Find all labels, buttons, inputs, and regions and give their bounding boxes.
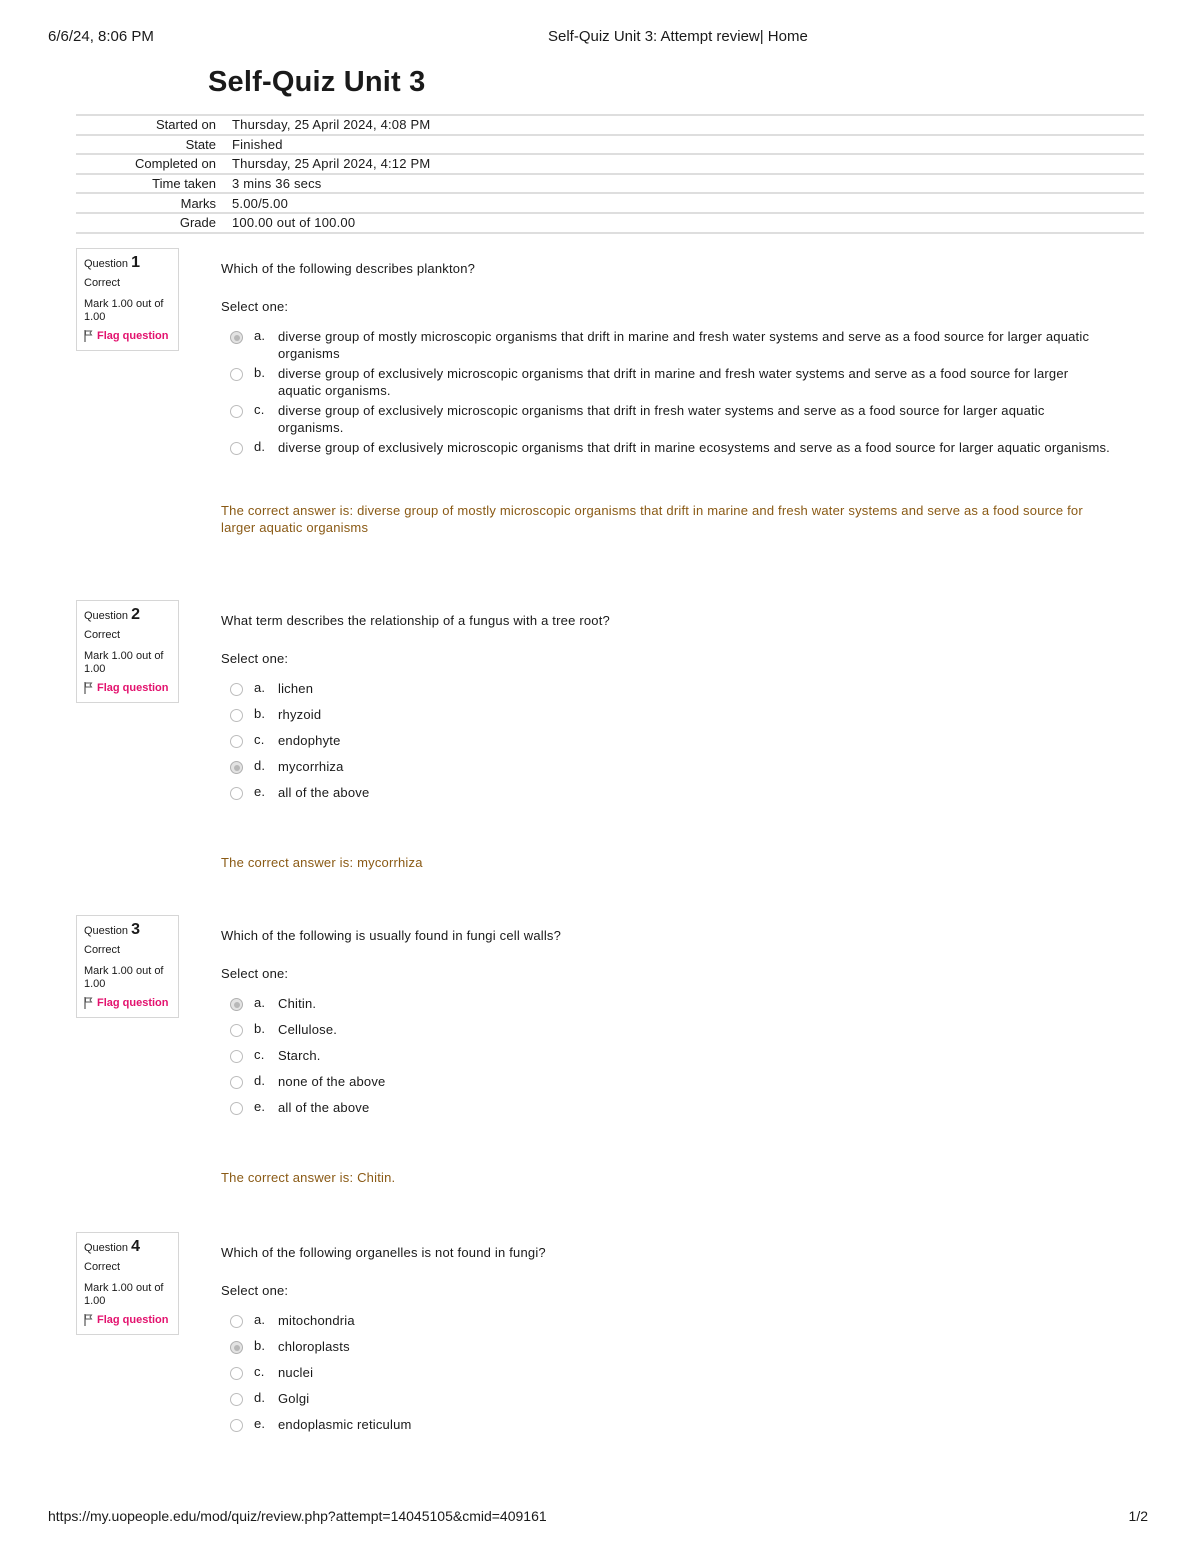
- summary-label: Time taken: [76, 174, 232, 194]
- answer-letter: a.: [254, 328, 266, 343]
- answer-text: chloroplasts: [278, 1339, 350, 1354]
- answer-text: endophyte: [278, 733, 341, 748]
- answer-radio[interactable]: [230, 1024, 243, 1037]
- summary-value: Thursday, 25 April 2024, 4:12 PM: [232, 154, 1144, 174]
- answer-option-d[interactable]: [221, 1073, 1111, 1090]
- summary-label: Completed on: [76, 154, 232, 174]
- print-footer: [0, 1508, 1200, 1528]
- question-state: Correct: [84, 1261, 121, 1273]
- answer-text: diverse group of exclusively microscopic organisms that drift in fresh water systems and serve as a food source for larger aquatic organisms.: [278, 403, 1045, 435]
- answer-option-a[interactable]: [221, 328, 1111, 362]
- summary-value: 3 mins 36 secs: [232, 174, 1144, 194]
- answer-letter: b.: [254, 1338, 266, 1353]
- flag-question-link[interactable]: [84, 1314, 171, 1327]
- summary-label: Started on: [76, 115, 232, 135]
- answer-text: Golgi: [278, 1391, 310, 1406]
- answer-radio-selected[interactable]: [230, 331, 243, 344]
- answer-radio[interactable]: [230, 683, 243, 696]
- answer-option-b[interactable]: [221, 706, 1111, 723]
- answer-text: diverse group of exclusively microscopic organisms that drift in marine and fresh water systems and serve as a food source for larger aquatic organisms.: [278, 366, 1069, 398]
- summary-row-completed: [76, 154, 1144, 174]
- summary-label: State: [76, 135, 232, 155]
- answer-text: all of the above: [278, 1100, 370, 1115]
- answer-option-e[interactable]: [221, 1099, 1111, 1116]
- answer-text: lichen: [278, 681, 314, 696]
- answer-option-a[interactable]: [221, 995, 1111, 1012]
- flag-question-label: Flag question: [97, 1314, 169, 1326]
- answer-letter: e.: [254, 784, 266, 799]
- answer-letter: d.: [254, 1073, 266, 1088]
- answer-list: [221, 328, 1111, 456]
- question-state: Correct: [84, 629, 121, 641]
- print-header: [0, 28, 1200, 48]
- question-content: [221, 928, 1111, 1186]
- answer-radio[interactable]: [230, 1315, 243, 1328]
- answer-option-a[interactable]: [221, 680, 1111, 697]
- flag-icon: [84, 682, 94, 694]
- correct-answer-feedback: The correct answer is: mycorrhiza: [221, 855, 423, 870]
- answer-option-e[interactable]: [221, 784, 1111, 801]
- correct-answer-feedback: The correct answer is: diverse group of mostly microscopic organisms that drift in marine and fresh water systems and serve as a food source for larger aquatic organisms: [221, 503, 1083, 535]
- question-label: Question: [84, 925, 129, 937]
- answer-radio[interactable]: [230, 1367, 243, 1380]
- flag-question-link[interactable]: [84, 997, 171, 1010]
- answer-radio[interactable]: [230, 787, 243, 800]
- answer-option-d[interactable]: [221, 758, 1111, 775]
- answer-radio[interactable]: [230, 1419, 243, 1432]
- answer-radio[interactable]: [230, 405, 243, 418]
- answer-text: mycorrhiza: [278, 759, 344, 774]
- answer-letter: a.: [254, 995, 266, 1010]
- question-text: Which of the following organelles is not found in fungi?: [221, 1245, 546, 1260]
- answer-list: [221, 1312, 1111, 1433]
- answer-letter: d.: [254, 439, 266, 454]
- question-text: Which of the following is usually found in fungi cell walls?: [221, 928, 562, 943]
- question-content: [221, 1245, 1111, 1433]
- question-info-box: [76, 1232, 179, 1335]
- quiz-title: Self-Quiz Unit 3: [208, 66, 426, 98]
- answer-radio[interactable]: [230, 709, 243, 722]
- answer-option-a[interactable]: [221, 1312, 1111, 1329]
- print-page-title: Self-Quiz Unit 3: Attempt review| Home: [548, 28, 808, 45]
- answer-text: Chitin.: [278, 996, 317, 1011]
- flag-icon: [84, 997, 94, 1009]
- question-number-line: [84, 256, 171, 271]
- question-number: 4: [131, 1238, 140, 1255]
- answer-text: none of the above: [278, 1074, 386, 1089]
- question-text: Which of the following describes plankton?: [221, 261, 476, 276]
- summary-label: Marks: [76, 193, 232, 213]
- answer-letter: c.: [254, 732, 265, 747]
- flag-icon: [84, 1314, 94, 1326]
- question-number-line: [84, 608, 171, 623]
- answer-option-d[interactable]: [221, 1390, 1111, 1407]
- answer-option-e[interactable]: [221, 1416, 1111, 1433]
- answer-option-d[interactable]: [221, 439, 1111, 456]
- question-number-line: [84, 1240, 171, 1255]
- flag-icon: [84, 330, 94, 342]
- select-one-prompt: Select one:: [221, 651, 289, 666]
- answer-radio[interactable]: [230, 368, 243, 381]
- answer-text: endoplasmic reticulum: [278, 1417, 412, 1432]
- question-content: [221, 261, 1111, 536]
- answer-list: [221, 680, 1111, 801]
- answer-text: rhyzoid: [278, 707, 322, 722]
- select-one-prompt: Select one:: [221, 1283, 289, 1298]
- answer-radio[interactable]: [230, 735, 243, 748]
- answer-text: Cellulose.: [278, 1022, 338, 1037]
- answer-letter: e.: [254, 1099, 266, 1114]
- question-info-box: [76, 248, 179, 351]
- summary-row-started: [76, 115, 1144, 135]
- summary-label: Grade: [76, 213, 232, 233]
- question-content: [221, 613, 1111, 871]
- answer-option-c[interactable]: [221, 1364, 1111, 1381]
- answer-radio-selected[interactable]: [230, 1341, 243, 1354]
- answer-list: [221, 995, 1111, 1116]
- answer-letter: b.: [254, 1021, 266, 1036]
- answer-letter: c.: [254, 402, 265, 417]
- correct-answer-feedback: The correct answer is: Chitin.: [221, 1170, 396, 1185]
- flag-question-label: Flag question: [97, 997, 169, 1009]
- attempt-summary-table: [76, 114, 1144, 234]
- question-mark: Mark 1.00 out of 1.00: [84, 650, 164, 675]
- answer-radio[interactable]: [230, 1076, 243, 1089]
- flag-question-label: Flag question: [97, 330, 169, 342]
- answer-text: mitochondria: [278, 1313, 355, 1328]
- answer-letter: b.: [254, 365, 266, 380]
- answer-text: diverse group of exclusively microscopic organisms that drift in marine ecosystems and serve as a food source for larger aquatic organisms.: [278, 440, 1110, 455]
- answer-radio[interactable]: [230, 1050, 243, 1063]
- answer-letter: e.: [254, 1416, 266, 1431]
- question-number-line: [84, 923, 171, 938]
- answer-letter: c.: [254, 1364, 265, 1379]
- question-label: Question: [84, 610, 129, 622]
- summary-value: Finished: [232, 135, 1144, 155]
- summary-row-time-taken: [76, 174, 1144, 194]
- question-number: 2: [131, 606, 140, 623]
- summary-value: Thursday, 25 April 2024, 4:08 PM: [232, 115, 1144, 135]
- answer-letter: c.: [254, 1047, 265, 1062]
- question-mark: Mark 1.00 out of 1.00: [84, 965, 164, 990]
- question-state: Correct: [84, 277, 121, 289]
- summary-row-marks: [76, 193, 1144, 213]
- print-datetime: 6/6/24, 8:06 PM: [48, 28, 154, 45]
- answer-radio-selected[interactable]: [230, 998, 243, 1011]
- answer-text: nuclei: [278, 1365, 314, 1380]
- question-info-box: [76, 600, 179, 703]
- question-mark: Mark 1.00 out of 1.00: [84, 1282, 164, 1307]
- question-mark: Mark 1.00 out of 1.00: [84, 298, 164, 323]
- answer-radio[interactable]: [230, 1393, 243, 1406]
- answer-letter: b.: [254, 706, 266, 721]
- flag-question-label: Flag question: [97, 682, 169, 694]
- answer-letter: d.: [254, 758, 266, 773]
- answer-radio-selected[interactable]: [230, 761, 243, 774]
- question-label: Question: [84, 1242, 129, 1254]
- answer-letter: a.: [254, 1312, 266, 1327]
- flag-question-link[interactable]: [84, 682, 171, 695]
- answer-radio[interactable]: [230, 1102, 243, 1115]
- summary-value: 5.00/5.00: [232, 193, 1144, 213]
- question-label: Question: [84, 258, 129, 270]
- answer-option-c[interactable]: [221, 402, 1111, 436]
- answer-letter: d.: [254, 1390, 266, 1405]
- answer-option-b[interactable]: [221, 365, 1111, 399]
- question-state: Correct: [84, 944, 121, 956]
- select-one-prompt: Select one:: [221, 299, 289, 314]
- question-info-box: [76, 915, 179, 1018]
- question-number: 3: [131, 921, 140, 938]
- answer-text: Starch.: [278, 1048, 321, 1063]
- page-number: 1/2: [1128, 1508, 1148, 1524]
- summary-value: 100.00 out of 100.00: [232, 213, 1144, 233]
- answer-option-b[interactable]: [221, 1338, 1111, 1355]
- answer-text: all of the above: [278, 785, 370, 800]
- flag-question-link[interactable]: [84, 330, 171, 343]
- question-text: What term describes the relationship of a fungus with a tree root?: [221, 613, 610, 628]
- answer-letter: a.: [254, 680, 266, 695]
- summary-row-state: [76, 135, 1144, 155]
- select-one-prompt: Select one:: [221, 966, 289, 981]
- page-url: https://my.uopeople.edu/mod/quiz/review.php?attempt=14045105&cmid=409161: [48, 1508, 547, 1524]
- answer-text: diverse group of mostly microscopic organisms that drift in marine and fresh water systems and serve as a food source for larger aquatic organisms: [278, 329, 1090, 361]
- answer-option-c[interactable]: [221, 732, 1111, 749]
- answer-radio[interactable]: [230, 442, 243, 455]
- summary-row-grade: [76, 213, 1144, 233]
- answer-option-c[interactable]: [221, 1047, 1111, 1064]
- answer-option-b[interactable]: [221, 1021, 1111, 1038]
- question-number: 1: [131, 254, 140, 271]
